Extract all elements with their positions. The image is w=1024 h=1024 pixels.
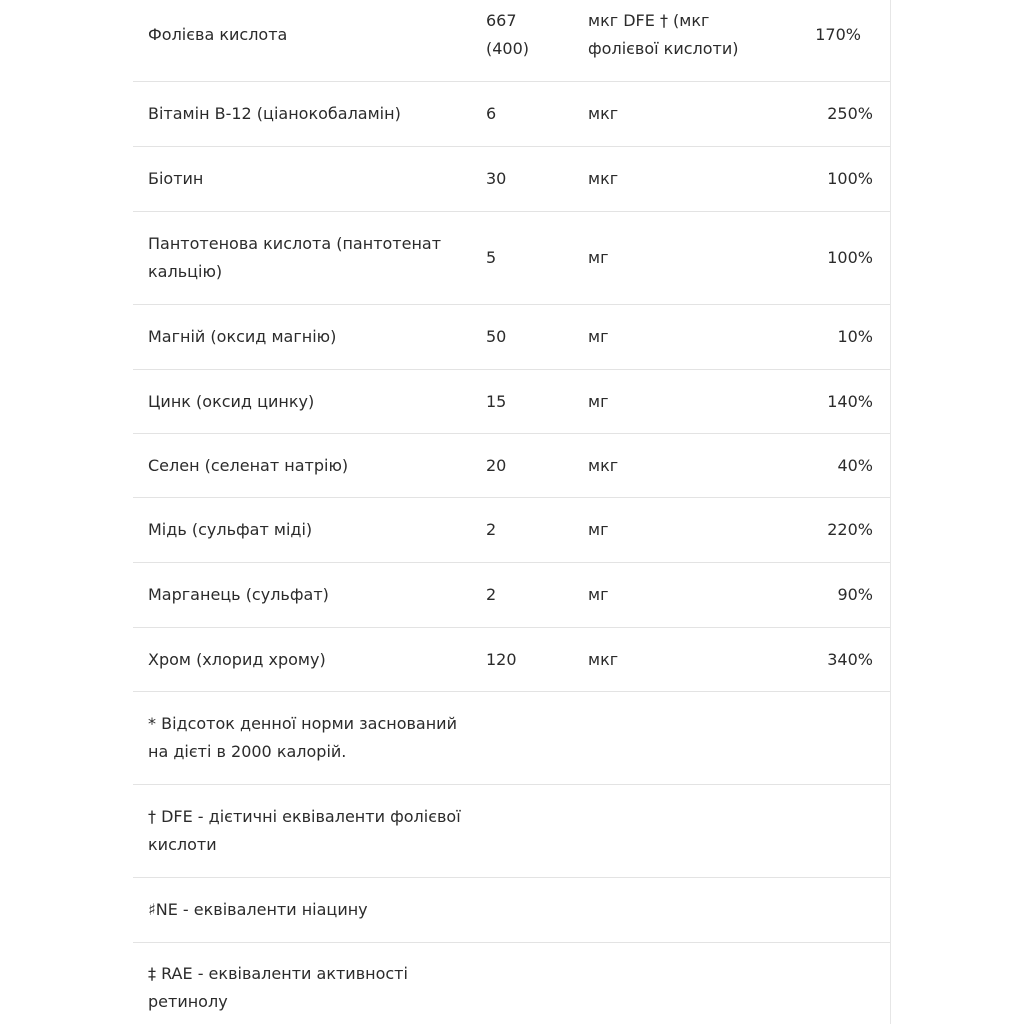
nutrient-name: Вітамін B-12 (ціанокобаламін) xyxy=(148,104,401,123)
daily-value: 100% xyxy=(827,169,873,188)
table-row xyxy=(133,498,890,563)
table-row xyxy=(133,434,890,498)
daily-value: 220% xyxy=(827,520,873,539)
nutrient-name: Селен (селенат натрію) xyxy=(148,455,349,475)
nutrient-unit: мг xyxy=(588,327,609,346)
nutrient-unit: мг xyxy=(588,391,609,411)
daily-value: 170% xyxy=(815,24,861,44)
footnote-ne: ♯NE - еквіваленти ніацину xyxy=(148,900,368,919)
nutrient-name: Хром (хлорид хрому) xyxy=(148,649,326,669)
nutrient-name: Пантотенова кислота (пантотенат кальцію) xyxy=(148,234,442,281)
nutrient-name: Мідь (сульфат міді) xyxy=(148,520,313,539)
table-row xyxy=(133,305,890,370)
nutrient-amount: 120 xyxy=(486,649,517,669)
nutrient-unit: мкг xyxy=(588,649,619,669)
daily-value: 100% xyxy=(827,248,873,267)
nutrient-unit: мг xyxy=(588,248,609,267)
nutrient-amount: 6 xyxy=(486,104,497,123)
nutrient-amount: 15 xyxy=(486,391,507,411)
nutrient-unit: мг xyxy=(588,585,609,604)
table-row xyxy=(133,563,890,628)
table-row xyxy=(133,147,890,212)
nutrient-unit: мкг xyxy=(588,455,619,475)
footnote-row xyxy=(133,943,890,1024)
table-row xyxy=(133,628,890,692)
footnote-row xyxy=(133,878,890,943)
daily-value: 340% xyxy=(827,649,873,669)
table-row xyxy=(133,212,890,305)
nutrient-name: Марганець (сульфат) xyxy=(148,585,329,604)
daily-value: 90% xyxy=(837,585,873,604)
footnote-row xyxy=(133,692,890,785)
nutrient-amount: 20 xyxy=(486,455,507,475)
nutrient-amount: 2 xyxy=(486,520,497,539)
nutrient-unit: мкг DFE † (мкг фолієвої кислоти) xyxy=(588,10,739,58)
nutrient-name: Магній (оксид магнію) xyxy=(148,327,337,346)
nutrient-amount: 667 (400) xyxy=(486,10,530,58)
daily-value: 250% xyxy=(827,104,873,123)
footnote-dfe: † DFE - дієтичні еквіваленти фолієвої кислоти xyxy=(148,807,461,854)
footnote-row xyxy=(133,785,890,878)
nutrient-name: Цинк (оксид цинку) xyxy=(148,391,315,411)
nutrient-amount: 2 xyxy=(486,585,497,604)
daily-value: 140% xyxy=(827,391,873,411)
table-row xyxy=(133,82,890,147)
supplement-facts-table xyxy=(133,0,891,1024)
nutrient-amount: 5 xyxy=(486,248,497,267)
table-row xyxy=(133,370,890,434)
nutrient-amount: 30 xyxy=(486,169,507,188)
nutrient-unit: мкг xyxy=(588,104,619,123)
nutrient-name: Фолієва кислота xyxy=(148,24,288,44)
nutrient-name: Біотин xyxy=(148,169,204,188)
footnote-daily-value: * Відсоток денної норми заснований на дієті в 2000 калорій. xyxy=(148,714,457,761)
table-row xyxy=(133,0,890,82)
nutrient-unit: мг xyxy=(588,520,609,539)
nutrient-unit: мкг xyxy=(588,169,619,188)
nutrient-amount: 50 xyxy=(486,327,507,346)
daily-value: 40% xyxy=(837,455,873,475)
daily-value: 10% xyxy=(837,327,873,346)
footnote-rae: ‡ RAE - еквіваленти активності ретинолу xyxy=(148,964,408,1011)
